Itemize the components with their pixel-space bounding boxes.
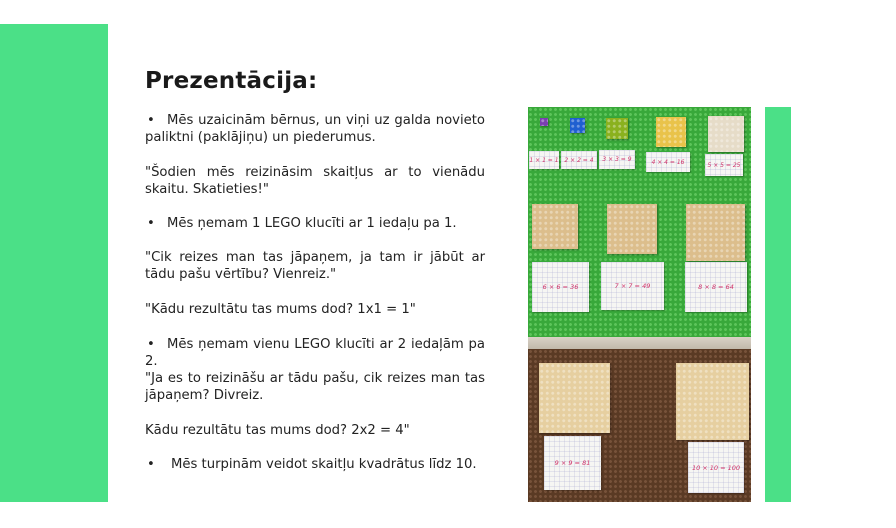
card-text: 7 × 7 = 49 — [614, 282, 651, 290]
equation-card-1 — [529, 151, 559, 169]
paragraph-text: Mēs ņemam vienu LEGO klucīti ar 2 iedaļām pa 2. — [145, 337, 485, 369]
lego-brick-10x10 — [676, 363, 749, 440]
equation-card-5 — [705, 154, 743, 176]
bullet-paragraph-2 — [145, 215, 457, 232]
quote-paragraph-4: "Ja es to reizināšu ar tādu pašu, cik reizes man tas jāpaņem? Divreiz. — [145, 371, 485, 403]
equation-card-8 — [685, 262, 747, 312]
card-text: 2 × 2 = 4 — [564, 156, 594, 164]
card-text: 1 × 1 = 1 — [529, 156, 559, 164]
equation-card-7 — [601, 262, 664, 310]
card-text: 6 × 6 = 36 — [542, 283, 579, 291]
bullet-paragraph-3 — [145, 336, 485, 370]
quote-paragraph-2: "Cik reizes man tas jāpaņem, ja tam ir jābūt ar tādu pašu vērtību? Vienreiz." — [145, 250, 485, 282]
right-accent-bar — [765, 107, 791, 502]
equation-card-3 — [599, 150, 635, 169]
paragraph-text: Mēs ņemam 1 LEGO klucīti ar 1 iedaļu pa 1. — [167, 216, 457, 231]
lego-brick-5x5 — [708, 116, 744, 152]
card-text: 5 × 5 = 25 — [707, 161, 741, 169]
card-text: 3 × 3 = 9 — [602, 156, 632, 163]
slide-title: Prezentācija: — [145, 68, 318, 94]
card-text: 9 × 9 = 81 — [554, 459, 591, 467]
paragraph-text: Mēs uzaicinām bērnus, un viņi uz galda novieto paliktni (paklājiņu) un piederumus. — [145, 113, 485, 145]
bullet-paragraph-4 — [145, 456, 477, 473]
card-text: 4 × 4 = 16 — [651, 158, 685, 166]
lego-brick-1x1 — [540, 118, 548, 126]
card-text: 8 × 8 = 64 — [698, 283, 734, 291]
lego-brick-8x8 — [686, 204, 745, 261]
card-text: 10 × 10 = 100 — [691, 463, 741, 472]
lego-brick-2x2 — [570, 118, 585, 133]
quote-paragraph-1: "Šodien mēs reizināsim skaitļus ar to vienādu skaitu. Skatieties!" — [145, 165, 485, 197]
lego-brick-7x7 — [607, 204, 657, 254]
equation-card-10 — [688, 442, 744, 493]
equation-card-2 — [561, 151, 597, 169]
paragraph-text: Mēs turpinām veidot skaitļu kvadrātus līdz 10. — [171, 457, 477, 472]
lego-brick-6x6 — [532, 204, 578, 249]
quote-paragraph-3: "Kādu rezultātu tas mums dod? 1x1 = 1" — [145, 302, 416, 317]
lego-brick-4x4 — [656, 117, 686, 147]
left-accent-bar — [0, 24, 108, 502]
equation-card-6 — [532, 262, 589, 312]
lego-squares-photo — [528, 107, 751, 502]
quote-paragraph-5: Kādu rezultātu tas mums dod? 2x2 = 4" — [145, 423, 410, 438]
equation-card-9 — [544, 436, 601, 490]
lego-brick-9x9 — [539, 363, 610, 433]
equation-card-4 — [646, 152, 690, 172]
bullet-paragraph-1 — [145, 112, 485, 146]
lego-brick-3x3 — [606, 118, 628, 139]
